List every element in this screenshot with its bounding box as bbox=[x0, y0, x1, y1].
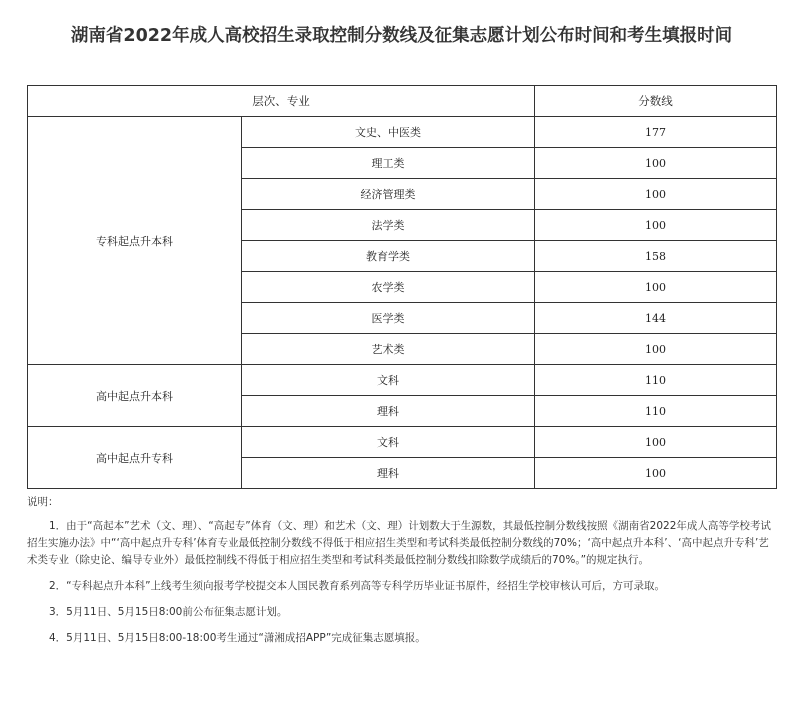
major-cell: 法学类 bbox=[242, 210, 535, 241]
level-cell: 高中起点升专科 bbox=[28, 427, 242, 489]
major-cell: 艺术类 bbox=[242, 334, 535, 365]
score-cell: 158 bbox=[535, 241, 777, 272]
score-cell: 110 bbox=[535, 396, 777, 427]
score-cell: 100 bbox=[535, 179, 777, 210]
major-cell: 理科 bbox=[242, 396, 535, 427]
major-cell: 医学类 bbox=[242, 303, 535, 334]
header-score: 分数线 bbox=[535, 86, 777, 117]
table-header-row bbox=[28, 86, 777, 117]
score-cell: 177 bbox=[535, 117, 777, 148]
score-cell: 144 bbox=[535, 303, 777, 334]
table-row bbox=[28, 117, 777, 148]
notes-heading: 说明： bbox=[27, 496, 59, 508]
level-cell: 高中起点升本科 bbox=[28, 365, 242, 427]
table-row bbox=[28, 427, 777, 458]
major-cell: 理工类 bbox=[242, 148, 535, 179]
major-cell: 教育学类 bbox=[242, 241, 535, 272]
score-cell: 100 bbox=[535, 458, 777, 489]
score-cell: 100 bbox=[535, 334, 777, 365]
score-cell: 100 bbox=[535, 272, 777, 303]
major-cell: 理科 bbox=[242, 458, 535, 489]
major-cell: 文科 bbox=[242, 365, 535, 396]
score-cell: 100 bbox=[535, 210, 777, 241]
table-row bbox=[28, 365, 777, 396]
score-cell: 110 bbox=[535, 365, 777, 396]
major-cell: 文科 bbox=[242, 427, 535, 458]
level-cell: 专科起点升本科 bbox=[28, 117, 242, 365]
major-cell: 文史、中医类 bbox=[242, 117, 535, 148]
page-title: 湖南省2022年成人高校招生录取控制分数线及征集志愿计划公布时间和考生填报时间 bbox=[70, 26, 733, 46]
note-item: 4．5月11日、5月15日8:00-18:00考生通过“潇湘成招APP”完成征集志愿填报。 bbox=[49, 632, 426, 644]
note-item: 1．由于“高起本”艺术（文、理）、“高起专”体育（文、理）和艺术（文、理）计划数大于生源数，其最低控制分数线按照《湖南省2022年成人高等学校考试招生实施办法》中“‘高中起点升专科’体育专业最低控制分数线不得低于相应招生类型和考试科类最低控制分数线的70%；‘高中起点升本科’、‘高中起点升专科’艺术类专业（除史论、编导专业外）最低控制线不得低于相应招生类型和考试科类最低控制分数线扣除数学成绩后的70%。”的规定执行。 bbox=[27, 520, 771, 566]
notes-section bbox=[27, 494, 779, 647]
score-cell: 100 bbox=[535, 148, 777, 179]
note-item: 2．“专科起点升本科”上线考生须向报考学校提交本人国民教育系列高等专科学历毕业证书原件，经招生学校审核认可后，方可录取。 bbox=[49, 580, 666, 592]
major-cell: 农学类 bbox=[242, 272, 535, 303]
score-table bbox=[27, 85, 777, 489]
score-cell: 100 bbox=[535, 427, 777, 458]
note-item: 3．5月11日、5月15日8:00前公布征集志愿计划。 bbox=[49, 606, 288, 618]
major-cell: 经济管理类 bbox=[242, 179, 535, 210]
header-level-major: 层次、专业 bbox=[28, 86, 535, 117]
